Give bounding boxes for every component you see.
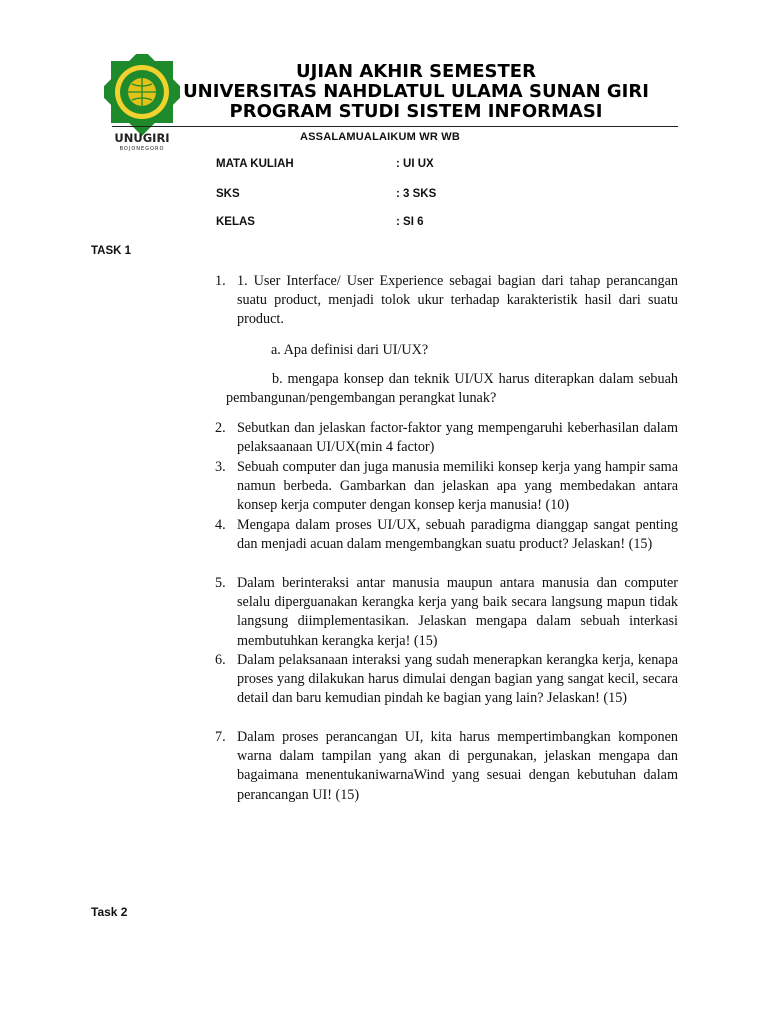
question-text: Sebutkan dan jelaskan factor-faktor yang mempengaruhi keberhasilan dalam pelaksaanaan UI/UX(min 4 factor) (237, 420, 678, 456)
question-text: 1. User Interface/ User Experience sebagai bagian dari tahap perancangan suatu product, menjadi tolok ukur terhadap karakteristik hasil dari suatu product. (237, 273, 678, 328)
info-value: : 3 SKS (396, 188, 437, 200)
greeting: ASSALAMUALAIKUM WR WB (300, 131, 461, 143)
question-item (215, 574, 678, 651)
question-number: 1. (215, 273, 226, 289)
document-header (178, 62, 654, 122)
question-number: 5. (215, 575, 226, 591)
question-text: Dalam pelaksanaan interaksi yang sudah menerapkan kerangka kerja, kenapa proses yang dilakukan harus dimulai dengan bagian yang sangat kecil, secara detail dan baru kemudian pindah ke bagian yang lain? Jelaskan! (15) (237, 652, 678, 707)
question-text: Sebuah computer dan juga manusia memiliki konsep kerja yang hampir sama namun berbeda. Gambarkan dan jelaskan apa yang membedakan antara konsep kerja computer dengan konsep kerja manusia! (10) (237, 459, 678, 514)
header-divider (112, 126, 678, 127)
question-text: Dalam berinteraksi antar manusia maupun antara manusia dan computer selalu diperguanakan kerangka kerja yang baik secara langsung mapun tidak langsung diimplementasikan. Jelaskan mengapa dalam sebuah interkasi membutuhkan kerangka kerja! (15) (237, 575, 678, 649)
question-number: 4. (215, 517, 226, 533)
task-2-label: Task 2 (91, 905, 128, 919)
question-item (215, 728, 678, 805)
logo-text: UNUGIRI (114, 131, 170, 145)
info-value: : SI 6 (396, 216, 424, 228)
question-text: Mengapa dalam proses UI/UX, sebuah paradigma dianggap sangat penting dan menjadi acuan dalam mengembangkan suatu product? Jelaskan! (15) (237, 517, 678, 553)
question-number: 2. (215, 420, 226, 436)
exam-title: UJIAN AKHIR SEMESTER (296, 61, 536, 82)
question-item (215, 651, 678, 709)
question-item (215, 458, 678, 516)
question-text: Dalam proses perancangan UI, kita harus mempertimbangkan komponen warna dalam tampilan yang akan di pergunakan, jelaskan mengapa dan bagaimana menentukaniwarnaWind yang sesuai dengan kebutuhan dalam perancangan UI! (15) (237, 729, 678, 803)
logo-subtext: BOJONEGORO (119, 146, 165, 152)
info-value: : UI UX (396, 158, 434, 170)
question-number: 3. (215, 459, 226, 475)
university-name: UNIVERSITAS NAHDLATUL ULAMA SUNAN GIRI (183, 81, 649, 102)
info-label: SKS (216, 188, 240, 200)
question-item (215, 516, 678, 554)
info-label: MATA KULIAH (216, 158, 294, 170)
question-number: 7. (215, 729, 226, 745)
question-number: 6. (215, 652, 226, 668)
question-item (215, 272, 678, 330)
program-name: PROGRAM STUDI SISTEM INFORMASI (229, 101, 603, 122)
task-1-label: TASK 1 (91, 245, 132, 257)
question-item (215, 419, 678, 457)
sub-question-b: b. mengapa konsep dan teknik UI/UX harus diterapkan dalam sebuah pembangunan/pengembangan perangkat lunak? (226, 371, 678, 407)
university-logo (104, 54, 180, 152)
info-label: KELAS (216, 216, 255, 228)
sub-question-a: a. Apa definisi dari UI/UX? (271, 342, 429, 358)
